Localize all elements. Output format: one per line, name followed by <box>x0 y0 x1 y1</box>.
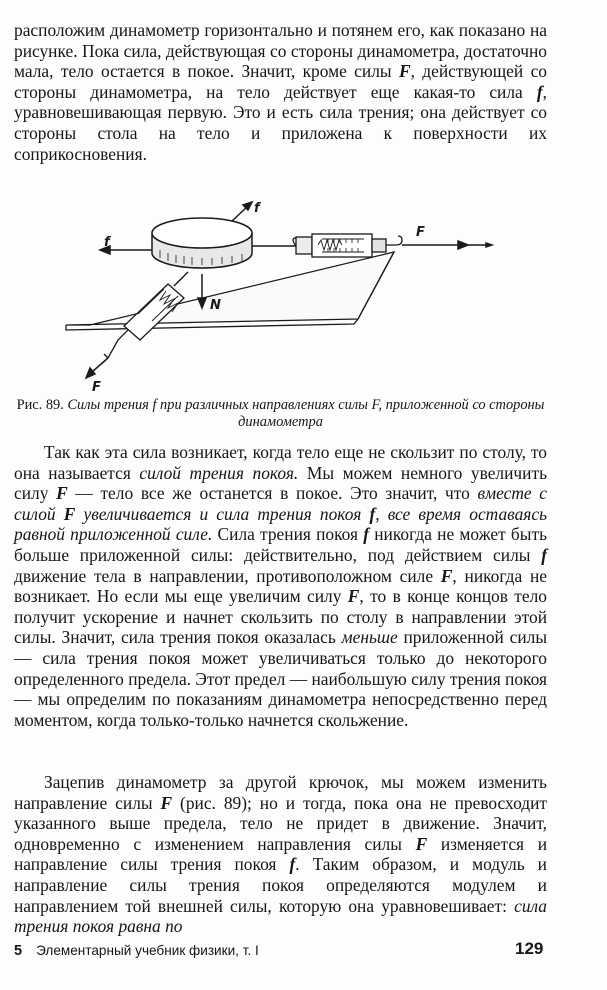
figure-89 <box>60 188 510 394</box>
dynamometer-right <box>252 234 402 257</box>
book-title: Элементарный учебник физики, т. I <box>36 943 259 958</box>
label-F-down: F <box>92 380 101 394</box>
figure-caption: Рис. 89. Силы трения f при различных направлениях силы F, приложенной со стороны динамометра <box>16 397 545 430</box>
label-f-up: f <box>254 201 260 216</box>
paragraph-2: Так как эта сила возникает, когда тело еще не скользит по столу, то она называется силой трения покоя. Мы можем немного увеличить силу F — тело все же останется в покое. Это значит, что вместе с силой F увеличивается и сила трения покоя f, все время оставаясь равной приложенной силе. Сила трения покоя f никогда не может быть больше приложенной силы: действительно, под действием силы f движение тела в направлении, противоположном силе F, никогда не возникает. Но если мы еще увеличим силу F, то в конце концов тело получит ускорение и начнет скользить по столу в направлении этой силы. Значит, сила трения покоя оказалась меньше приложенной силы — сила трения покоя может увеличиваться только до некоторого определенного предела. Этот предел — наибольшую силу трения покоя — мы определим по показаниям динамометра непосредственно перед моментом, когда только-только начнется скольжение. <box>14 442 548 730</box>
page-footer <box>14 943 259 959</box>
body-block <box>152 218 252 268</box>
label-F-right: F <box>416 225 425 240</box>
page-number: 129 <box>515 939 544 958</box>
paragraph-3: Зацепив динамометр за другой крючок, мы можем изменить направление силы F (рис. 89); но и тогда, пока она не превосходит указанного выше предела, тело не придет в движение. Значит, одновременно с изменением направления силы F изменяется и направление силы трения покоя f. Таким образом, и модуль и направление силы трения покоя определяются модулем и направлением той внешней силы, которую она уравновешивает: сила трения покоя равна по <box>14 772 548 937</box>
paragraph-1: расположим динамометр горизонтально и потянем его, как показано на рисунке. Пока сила, действующая со стороны динамометра, достаточно мала, тело остается в покое. Значит, кроме силы F, действующей со стороны динамометра, на тело действует еще какая-то сила f, уравновешивающая первую. Это и есть сила трения; она действует со стороны стола на тело и приложена к поверхности их соприкосновения. <box>14 20 547 164</box>
label-N: N <box>210 298 221 313</box>
signature-mark: 5 <box>14 943 23 959</box>
label-f-left: f <box>104 235 110 250</box>
